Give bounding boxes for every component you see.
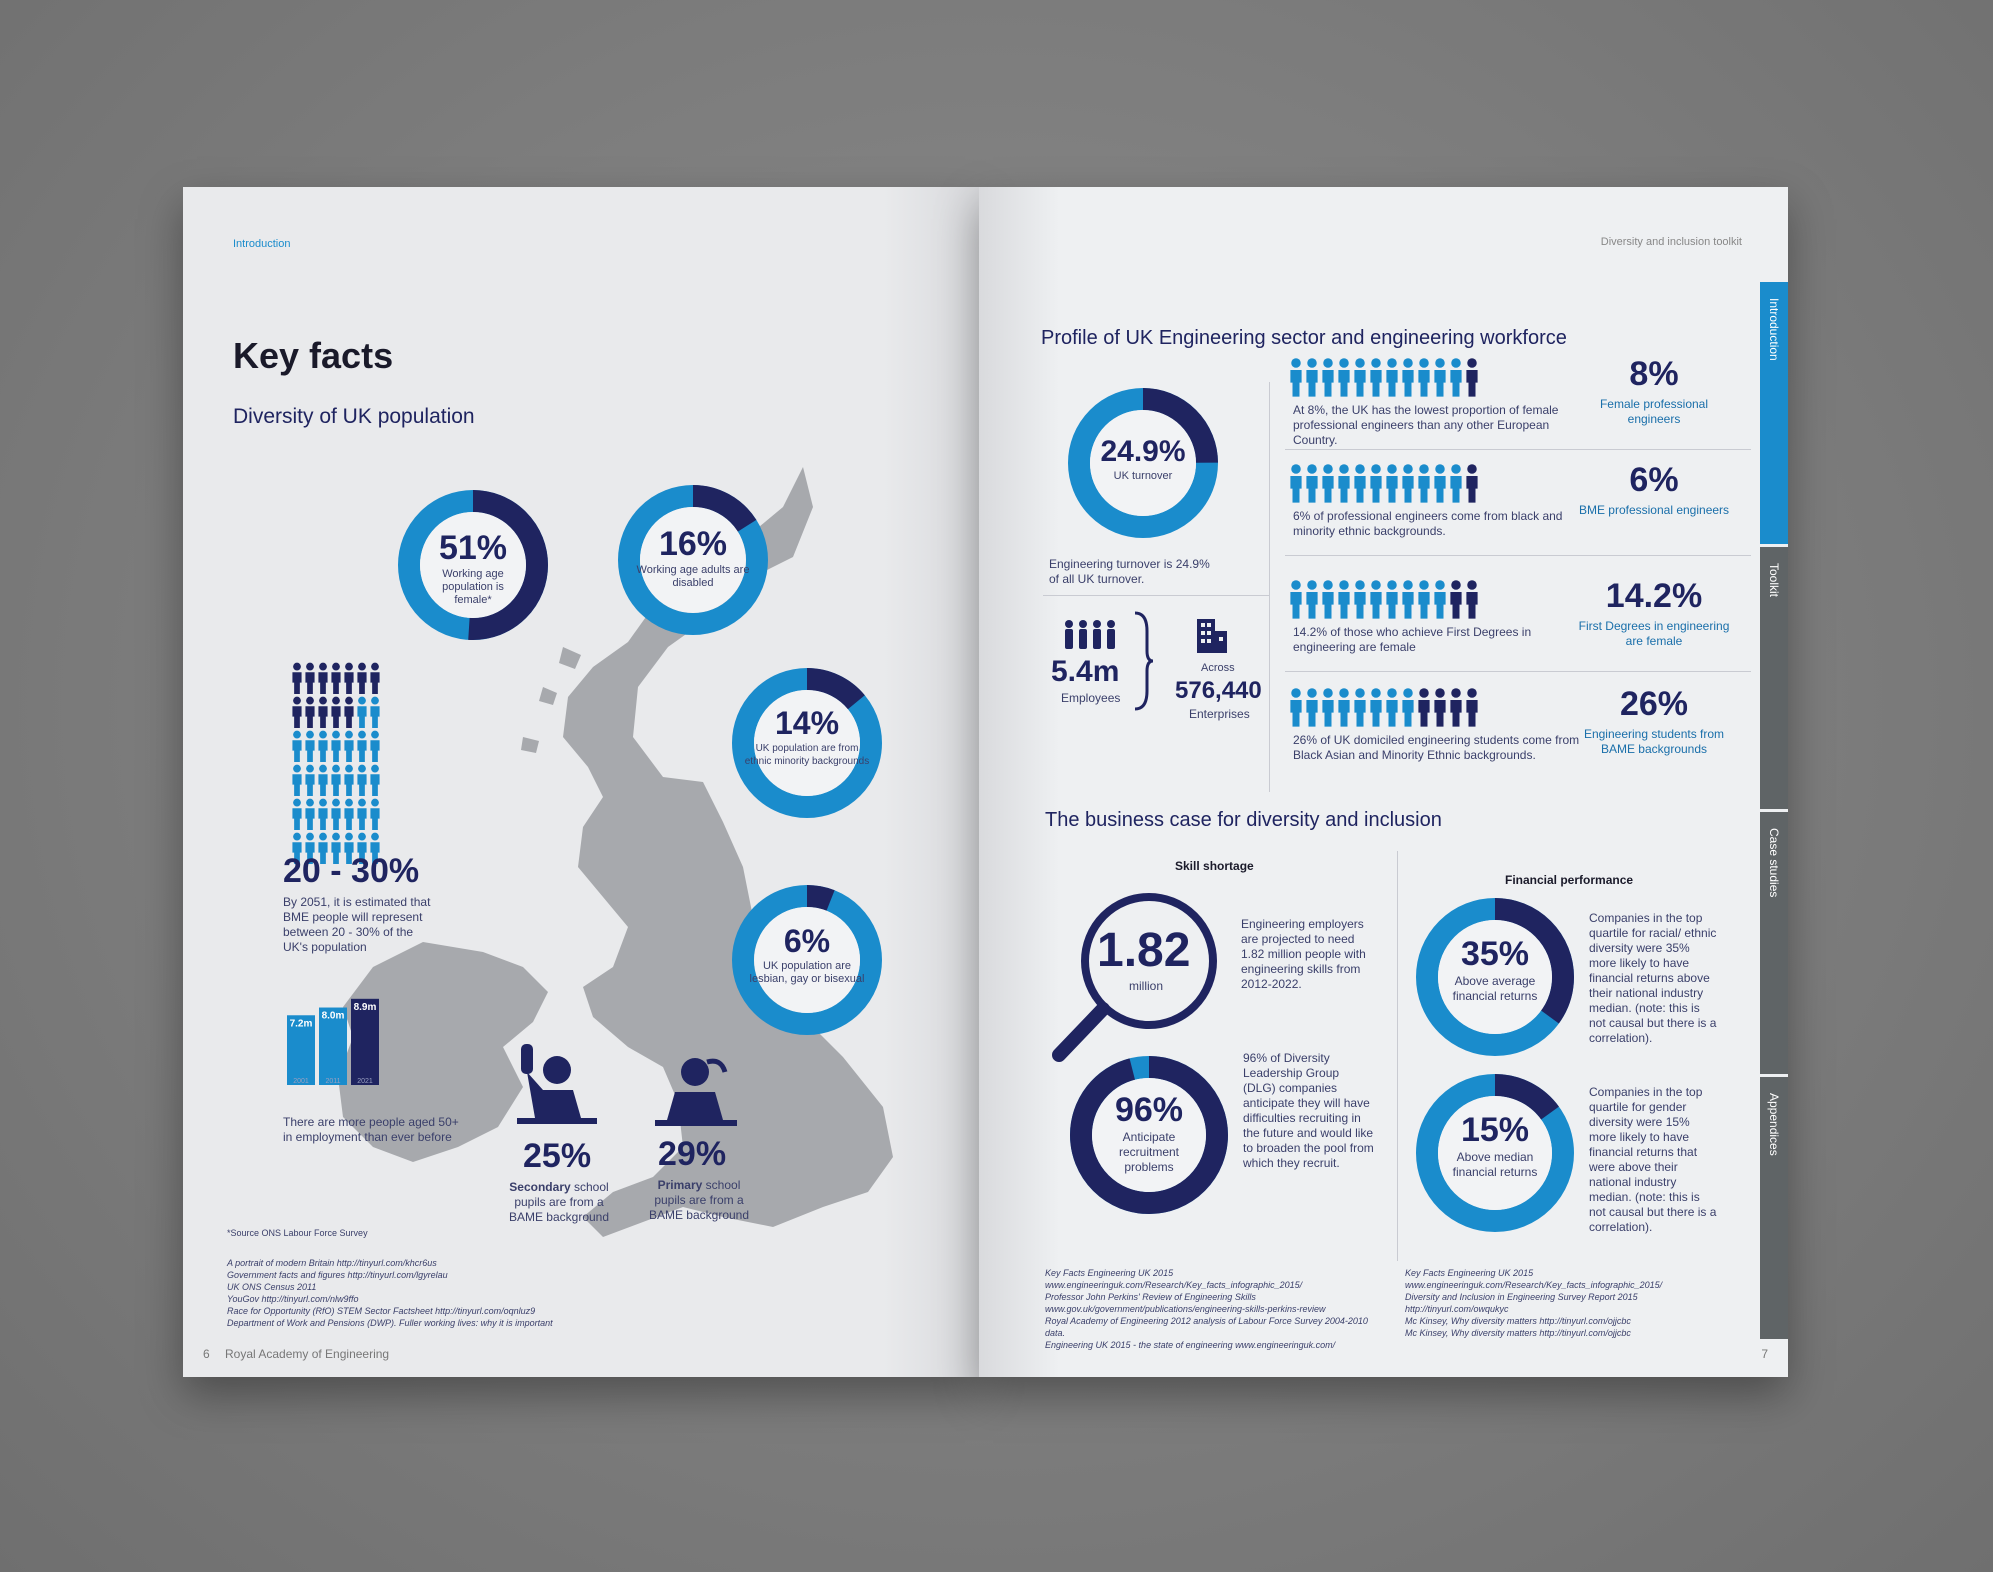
employees-label: Employees: [1061, 691, 1121, 705]
workforce-row-label: First Degrees in engineering are female: [1578, 619, 1730, 648]
footnote: Professor John Perkins' Review of Engineering Skills www.gov.uk/government/publications/engineering-skills-perkins-review: [1045, 1292, 1326, 1314]
person-icon: [1465, 687, 1479, 727]
person-icon: [1465, 357, 1479, 397]
financial-35-text: Companies in the top quartile for racial/ ethnic diversity were 35% more likely to have financial returns above their national industry median. (note: this is not causal but there is a correlation).: [1589, 911, 1717, 1045]
person-icon: [1433, 357, 1447, 397]
tab-toolkit[interactable]: [1760, 547, 1788, 809]
footnote: Diversity and Inclusion in Engineering Survey Report 2015 http://tinyurl.com/owqukyc: [1405, 1292, 1638, 1314]
turnover-label: UK turnover: [1113, 470, 1173, 482]
row-divider: [1285, 449, 1751, 450]
primary-pupil-icon: [653, 1052, 739, 1132]
secondary-bold: Secondary: [509, 1180, 571, 1194]
secondary-pct: 25%: [523, 1137, 592, 1175]
footnote: Mc Kinsey, Why diversity matters http://tinyurl.com/ojjcbc: [1405, 1316, 1631, 1326]
tab-case-studies-label: Case studies: [1767, 828, 1781, 898]
bame-range: 20 - 30%: [283, 852, 420, 890]
page-title: Key facts: [233, 335, 394, 376]
workforce-people-row: [1289, 357, 1479, 397]
person-icon: [1305, 357, 1319, 397]
person-icon: [317, 764, 329, 796]
workforce-people-row: [1289, 687, 1479, 727]
financial-15-label: Above median financial returns: [1452, 1150, 1538, 1179]
person-icon: [1353, 357, 1367, 397]
person-icon: [369, 798, 381, 830]
person-icon: [1401, 579, 1415, 619]
workforce-row-label: BME professional engineers: [1578, 503, 1730, 517]
business-title: The business case for diversity and inclusion: [1045, 809, 1442, 831]
person-icon: [369, 764, 381, 796]
person-icon: [1305, 463, 1319, 503]
employees-people-icon: [1061, 619, 1117, 651]
person-icon: [1385, 687, 1399, 727]
footnote: Royal Academy of Engineering 2012 analysis of Labour Force Survey 2004-2010 data.: [1045, 1316, 1368, 1338]
population-people-grid: [291, 662, 391, 866]
person-icon: [304, 798, 316, 830]
donut-6-value: 6%: [783, 923, 831, 959]
age-50-bar-chart: [283, 987, 393, 1087]
person-icon: [1337, 579, 1351, 619]
person-icon: [1401, 687, 1415, 727]
source-note: *Source ONS Labour Force Survey: [227, 1228, 368, 1238]
footer-org: Royal Academy of Engineering: [225, 1347, 390, 1361]
person-icon: [356, 798, 368, 830]
bar-caption: There are more people aged 50+ in employment than ever before: [283, 1115, 459, 1144]
person-icon: [1385, 357, 1399, 397]
workforce-row-text: 26% of UK domiciled engineering students come from Black Asian and Minority Ethnic backgrounds.: [1293, 733, 1580, 762]
person-icon: [369, 662, 381, 694]
person-icon: [304, 662, 316, 694]
bar-year-label: 2001: [293, 1078, 309, 1085]
person-icon: [1321, 463, 1335, 503]
footnote: Key Facts Engineering UK 2015 www.engineeringuk.com/Research/Key_facts_infographic_2015/: [1405, 1268, 1663, 1290]
person-icon: [1465, 579, 1479, 619]
person-icon: [356, 696, 368, 728]
financial-heading: Financial performance: [1505, 873, 1634, 887]
tab-case-studies[interactable]: [1760, 812, 1788, 1074]
skill-heading: Skill shortage: [1175, 859, 1254, 873]
turnover-caption: Engineering turnover is 24.9% of all UK turnover.: [1049, 557, 1210, 586]
people-grid-row: [291, 764, 391, 796]
primary-text: [643, 1178, 755, 1223]
secondary-pupil-icon: [513, 1042, 603, 1132]
donut-14-value: 14%: [774, 705, 840, 741]
person-icon: [330, 764, 342, 796]
person-icon: [1305, 579, 1319, 619]
person-icon: [343, 730, 355, 762]
person-icon: [291, 764, 303, 796]
primary-rest: school pupils are from a BAME background: [648, 1178, 750, 1222]
skill-text: Engineering employers are projected to need 1.82 million people with engineering skills from 2012-2022.: [1241, 917, 1366, 991]
person-icon: [1337, 463, 1351, 503]
person-icon: [1433, 579, 1447, 619]
person-icon: [291, 696, 303, 728]
people-grid-row: [291, 662, 391, 694]
brace-icon: [1131, 611, 1155, 711]
footnote: Government facts and figures http://tinyurl.com/lgyrelau: [227, 1270, 448, 1280]
page-subtitle: Diversity of UK population: [233, 405, 475, 428]
turnover-value: 24.9%: [1100, 435, 1186, 468]
enterprises-label: Enterprises: [1189, 707, 1250, 721]
person-icon: [1337, 687, 1351, 727]
footnote: Department of Work and Pensions (DWP). Fuller working lives: why it is important: [227, 1318, 553, 1328]
people-grid-row: [291, 798, 391, 830]
person-icon: [1449, 357, 1463, 397]
donut-14-label: UK population are from ethnic minority backgrounds: [744, 743, 870, 767]
section-label: Introduction: [233, 238, 291, 250]
donut-16-label: Working age adults are disabled: [636, 564, 750, 589]
page-number-right: 7: [1761, 1347, 1768, 1361]
person-icon: [1417, 579, 1431, 619]
person-icon: [343, 764, 355, 796]
person-icon: [1433, 463, 1447, 503]
footnote: YouGov http://tinyurl.com/nlw9ffo: [227, 1294, 359, 1304]
person-icon: [1289, 579, 1303, 619]
donut-6-label: UK population are lesbian, gay or bisexual: [749, 960, 865, 985]
footnote: Engineering UK 2015 - the state of engineering www.engineeringuk.com/: [1045, 1340, 1336, 1350]
workforce-row-pct: 14.2%: [1605, 577, 1703, 615]
person-icon: [304, 764, 316, 796]
person-icon: [1337, 357, 1351, 397]
right-footnotes-right: [1405, 1267, 1735, 1339]
bar-year-label: 2021: [357, 1078, 373, 1085]
person-icon: [1369, 463, 1383, 503]
employees-value: 5.4m: [1051, 655, 1120, 688]
workforce-row-text: 6% of professional engineers come from black and minority ethnic backgrounds.: [1293, 509, 1563, 538]
workforce-row-pct: 6%: [1629, 461, 1679, 499]
person-icon: [356, 662, 368, 694]
footnote: Key Facts Engineering UK 2015 www.engineeringuk.com/Research/Key_facts_infographic_2015/: [1045, 1268, 1303, 1290]
primary-bold: Primary: [657, 1178, 703, 1192]
person-icon: [330, 662, 342, 694]
footnote: Mc Kinsey, Why diversity matters http://tinyurl.com/ojjcbc: [1405, 1328, 1631, 1338]
person-icon: [330, 730, 342, 762]
enterprises-value: 576,440: [1175, 677, 1262, 704]
person-icon: [343, 696, 355, 728]
people-grid-row: [291, 696, 391, 728]
person-icon: [304, 730, 316, 762]
left-footnotes: [227, 1257, 647, 1329]
person-icon: [1289, 357, 1303, 397]
person-icon: [1401, 463, 1415, 503]
footnote: Race for Opportunity (RfO) STEM Sector Factsheet http://tinyurl.com/oqnluz9: [227, 1306, 536, 1316]
person-icon: [1305, 687, 1319, 727]
donut-51-label: Working age population is female*: [442, 568, 504, 606]
page-number-left: 6: [203, 1347, 210, 1361]
person-icon: [291, 730, 303, 762]
person-icon: [1401, 357, 1415, 397]
person-icon: [317, 696, 329, 728]
building-icon: [1195, 617, 1229, 655]
right-page: [979, 187, 1788, 1377]
financial-35-value: 35%: [1460, 935, 1530, 973]
person-icon: [1449, 579, 1463, 619]
tab-toolkit-label: Toolkit: [1767, 563, 1781, 598]
person-icon: [1433, 687, 1447, 727]
left-page: [183, 187, 979, 1377]
person-icon: [1353, 579, 1367, 619]
person-icon: [1369, 687, 1383, 727]
right-footnotes-left: [1045, 1267, 1385, 1351]
person-icon: [1465, 463, 1479, 503]
person-icon: [343, 798, 355, 830]
workforce-row-text: 14.2% of those who achieve First Degrees in engineering are female: [1293, 625, 1532, 654]
person-icon: [1353, 463, 1367, 503]
person-icon: [1385, 463, 1399, 503]
workforce-people-row: [1289, 463, 1479, 503]
person-icon: [317, 662, 329, 694]
tab-appendices-label: Appendices: [1767, 1093, 1781, 1156]
tab-appendices[interactable]: [1760, 1077, 1788, 1339]
donut-16-value: 16%: [658, 525, 728, 563]
person-icon: [1417, 463, 1431, 503]
bar-label: 7.2m: [289, 1018, 313, 1030]
person-icon: [1417, 687, 1431, 727]
workforce-row-text: At 8%, the UK has the lowest proportion of female professional engineers than any other European Country.: [1293, 403, 1559, 447]
person-icon: [291, 798, 303, 830]
person-icon: [1417, 357, 1431, 397]
person-icon: [330, 696, 342, 728]
person-icon: [1449, 463, 1463, 503]
row-divider: [1285, 555, 1751, 556]
secondary-text: [503, 1180, 615, 1225]
profile-title: Profile of UK Engineering sector and engineering workforce: [1041, 327, 1567, 349]
dlg-value: 96%: [1114, 1091, 1184, 1129]
person-icon: [343, 662, 355, 694]
person-icon: [1369, 357, 1383, 397]
workforce-row-label: Female professional engineers: [1599, 397, 1709, 426]
person-icon: [1321, 357, 1335, 397]
person-icon: [1289, 687, 1303, 727]
financial-15-value: 15%: [1460, 1111, 1530, 1149]
tab-introduction-label: Introduction: [1767, 298, 1781, 361]
workforce-row-pct: 26%: [1619, 685, 1689, 723]
person-icon: [1321, 579, 1335, 619]
footnote: A portrait of modern Britain http://tinyurl.com/khcr6us: [227, 1258, 437, 1268]
skill-value: 1.82: [1097, 924, 1191, 977]
bame-text: By 2051, it is estimated that BME people will represent between 20 - 30% of the UK's population: [283, 895, 431, 954]
dlg-text: 96% of Diversity Leadership Group (DLG) companies anticipate they will have difficulties recruiting in the future and would like to broaden the pool from which they recruit.: [1243, 1051, 1374, 1170]
bar-label: 8.9m: [353, 1001, 377, 1013]
bar-label: 8.0m: [321, 1010, 345, 1022]
skill-unit: million: [1129, 979, 1164, 993]
secondary-rest: school pupils are from a BAME background: [508, 1180, 610, 1224]
workforce-row-pct: 8%: [1629, 355, 1679, 393]
dlg-label: Anticipate recruitment problems: [1118, 1130, 1180, 1174]
workforce-row-label: Engineering students from BAME backgrounds: [1583, 727, 1725, 756]
workforce-people-row: [1289, 579, 1479, 619]
person-icon: [304, 696, 316, 728]
person-icon: [291, 662, 303, 694]
people-grid-row: [291, 730, 391, 762]
tab-introduction[interactable]: [1760, 282, 1788, 544]
enterprises-prefix: Across: [1201, 662, 1235, 674]
primary-pct: 29%: [658, 1135, 727, 1173]
financial-15-text: Companies in the top quartile for gender diversity were 15% more likely to have financial returns that were above their national industry median. (note: this is not causal but there is a correlation).: [1589, 1085, 1717, 1234]
person-icon: [1449, 687, 1463, 727]
right-header: Diversity and inclusion toolkit: [1600, 236, 1742, 248]
person-icon: [356, 730, 368, 762]
person-icon: [1369, 579, 1383, 619]
person-icon: [1353, 687, 1367, 727]
person-icon: [1289, 463, 1303, 503]
footnote: UK ONS Census 2011: [227, 1282, 317, 1292]
donut-51-value: 51%: [438, 529, 508, 567]
row-divider: [1285, 671, 1751, 672]
person-icon: [330, 798, 342, 830]
person-icon: [369, 730, 381, 762]
person-icon: [1385, 579, 1399, 619]
person-icon: [1321, 687, 1335, 727]
financial-35-label: Above average financial returns: [1452, 974, 1538, 1003]
person-icon: [317, 798, 329, 830]
person-icon: [317, 730, 329, 762]
person-icon: [356, 764, 368, 796]
bar-year-label: 2011: [325, 1078, 341, 1085]
person-icon: [369, 696, 381, 728]
